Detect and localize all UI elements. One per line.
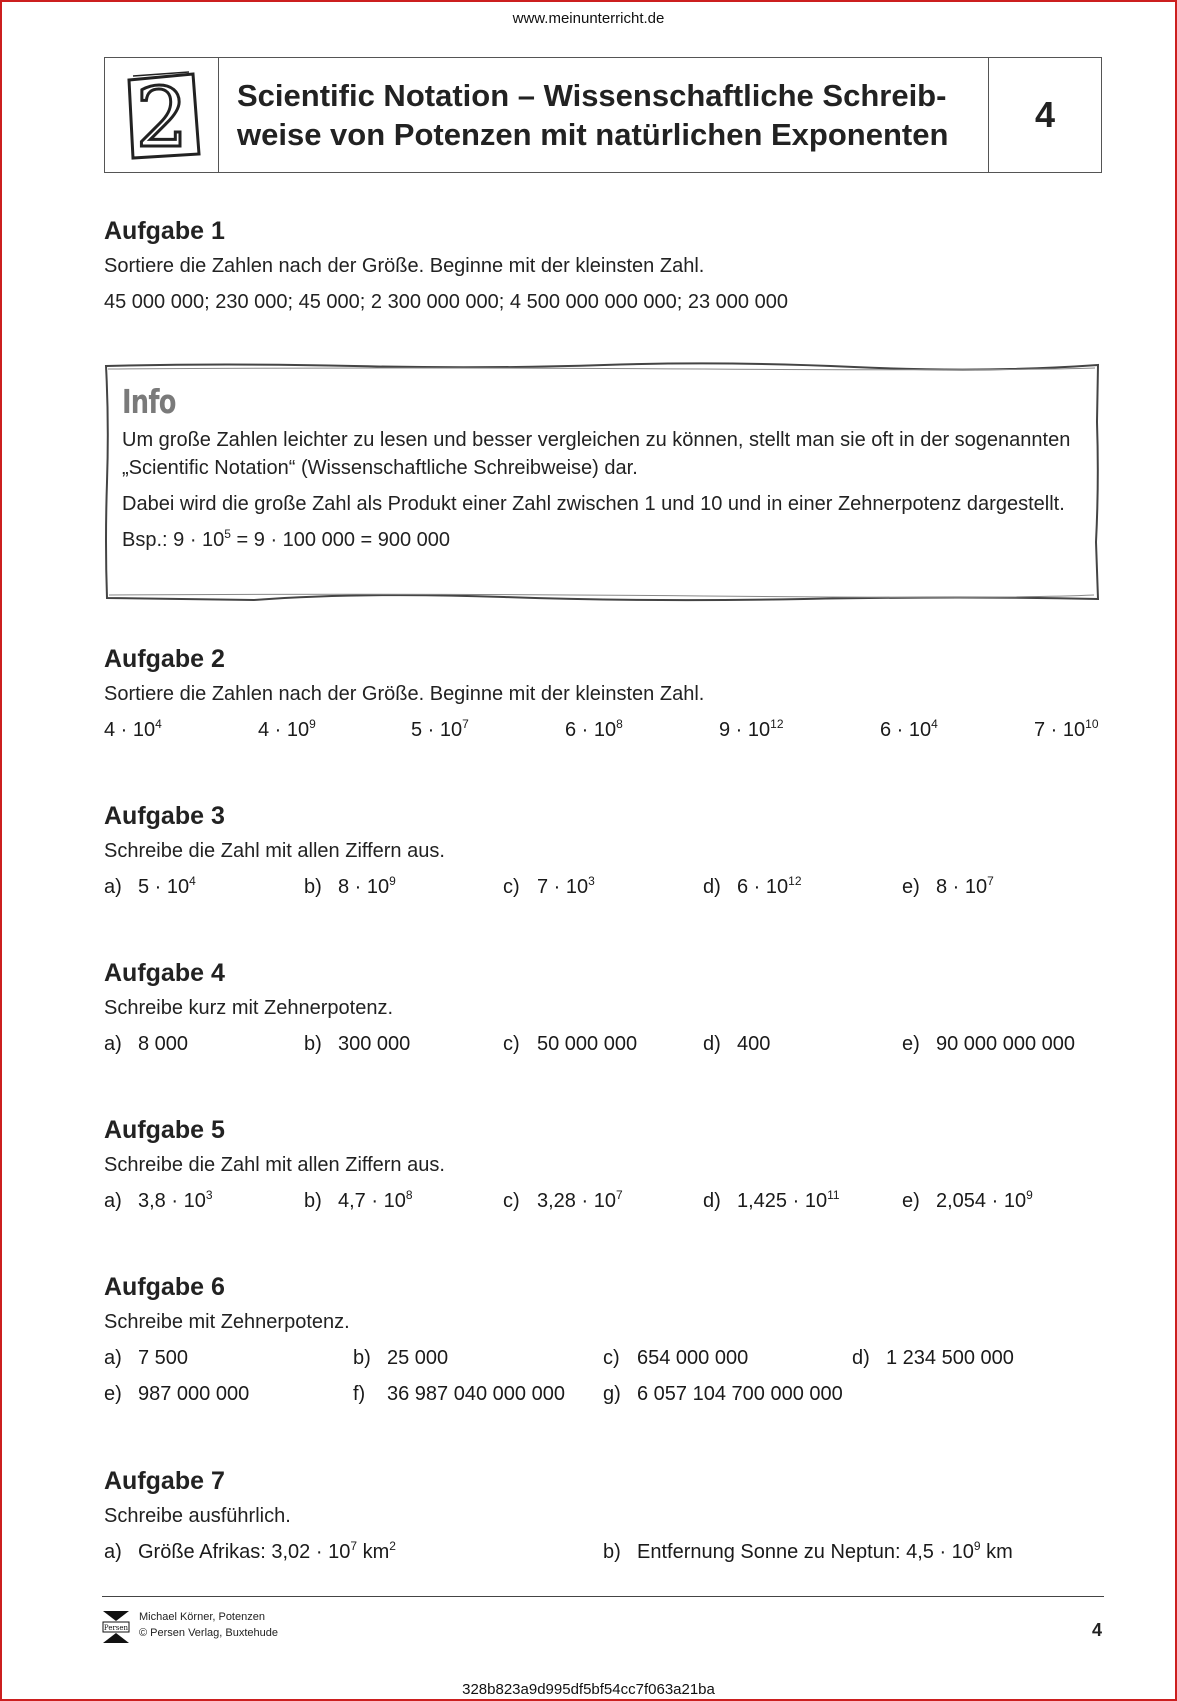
worksheet-header [104,57,1102,173]
task-item-g: g) 6 057 104 700 000 000 [603,1383,843,1405]
task-1 [104,214,1104,320]
task-items-row [104,869,1104,905]
task-instruction: Schreibe die Zahl mit allen Ziffern aus. [104,1154,445,1176]
task-items-row [104,1183,1104,1219]
task-5 [104,1113,1104,1219]
task-item-f: f) 36 987 040 000 000 [353,1383,565,1405]
task-item-e: e) $8 \cdot 10^7$ [902,874,994,898]
task-instruction: Sortiere die Zahlen nach der Größe. Beginne mit der kleinsten Zahl. [104,255,705,277]
footer-page-number: 4 [1092,1620,1103,1640]
task-item-a: a) $5 \cdot 10^4$ [104,874,196,898]
chapter-number: 2 [135,71,188,164]
info-paragraph-2: Dabei wird die große Zahl als Produkt einer Zahl zwischen 1 und 10 und in einer Zehnerpotenz dargestellt. [122,493,1065,515]
task-items-row [104,1026,1104,1062]
header-page-number: 4 [988,58,1101,172]
power-item: $9 \cdot 10^{12}$ [719,717,784,741]
task-item-c: c) $7 \cdot 10^3$ [503,874,595,898]
task-item-e: e) 987 000 000 [104,1383,250,1405]
power-item: $6 \cdot 10^8$ [565,717,623,741]
power-item: $4 \cdot 10^4$ [104,717,162,741]
task-3 [104,799,1104,905]
info-paragraph-1: Um große Zahlen leichter zu lesen und besser vergleichen zu können, stellt man sie oft in der sogenannten „Scientific Notation“ (Wissenschaftliche Schreibweise) dar. [122,429,1071,479]
task-item-b: b) $8 \cdot 10^9$ [304,874,396,898]
task-heading: Aufgabe 2 [104,645,225,673]
task-item-b: b) $4,7 \cdot 10^8$ [304,1188,413,1212]
task-heading: Aufgabe 6 [104,1273,225,1301]
task-items-row-1 [104,1340,1104,1376]
task-item-d: d) $6 \cdot 10^{12}$ [703,874,802,898]
task-item-d: d) 1 234 500 000 [852,1347,1014,1369]
task-item-b: b) Entfernung Sonne zu Neptun: $4,5 \cdot 10^9$ km [603,1539,1013,1563]
title-line-2: weise von Potenzen mit natürlichen Exponenten [237,117,949,152]
task-instruction: Schreibe die Zahl mit allen Ziffern aus. [104,840,445,862]
task-items-row [104,1534,1104,1570]
footer-divider [102,1596,1104,1597]
task-4 [104,956,1104,1062]
task-item-c: c) 654 000 000 [603,1347,749,1369]
publisher-logo [102,1610,130,1644]
task-item-d: d) $1,425 \cdot 10^{11}$ [703,1188,840,1212]
task-6 [104,1270,1104,1412]
task-item-c: c) $3,28 \cdot 10^7$ [503,1188,623,1212]
task-item-b: b) 25 000 [353,1347,449,1369]
task-numbers: 45 000 000; 230 000; 45 000; 2 300 000 000; 4 500 000 000 000; 23 000 000 [104,291,788,313]
task-heading: Aufgabe 7 [104,1467,225,1495]
task-instruction: Sortiere die Zahlen nach der Größe. Beginne mit der kleinsten Zahl. [104,683,705,705]
svg-text:Persen: Persen [103,1624,129,1632]
task-item-e: e) 90 000 000 000 [902,1033,1076,1055]
site-url[interactable]: www.meinunterricht.de [512,10,665,27]
info-content [122,382,1082,562]
info-title: Info [122,382,176,421]
chapter-number-badge [119,66,205,164]
task-heading: Aufgabe 4 [104,959,225,987]
task-item-d: d) 400 [703,1033,771,1055]
info-example: Bsp.: $9 \cdot 10^5 = 9 \cdot 100$ 000 = 900 000 [122,527,451,551]
task-item-a: a) 8 000 [104,1033,189,1055]
chapter-number-box [105,58,219,172]
task-2 [104,642,1104,748]
task-instruction: Schreibe kurz mit Zehnerpotenz. [104,997,394,1019]
power-item: $4 \cdot 10^9$ [258,717,316,741]
task-item-a: a) Größe Afrikas: $3,02 \cdot 10^7$ $km^2$ [104,1539,396,1563]
power-item: $7 \cdot 10^{10}$ [1034,717,1099,741]
page-title [219,58,988,172]
power-item: $6 \cdot 10^4$ [880,717,938,741]
footer-author-line-2: © Persen Verlag, Buxtehude [139,1627,278,1639]
task-heading: Aufgabe 3 [104,802,225,830]
info-box [104,362,1100,602]
task-items-row-2 [104,1376,1104,1412]
task-item-a: a) $3,8 \cdot 10^3$ [104,1188,213,1212]
task-7 [104,1464,1104,1570]
footer-author-line-1: Michael Körner, Potenzen [139,1611,265,1623]
task-item-e: e) $2,054 \cdot 10^9$ [902,1188,1033,1212]
document-hash: 328b823a9d995df5bf54cc7f063a21ba [462,1681,715,1698]
task-heading: Aufgabe 1 [104,217,225,245]
power-item: $5 \cdot 10^7$ [411,717,469,741]
task-items-row [104,712,1104,748]
task-item-a: a) 7 500 [104,1347,189,1369]
task-heading: Aufgabe 5 [104,1116,225,1144]
task-instruction: Schreibe ausführlich. [104,1505,291,1527]
footer-author [139,1609,278,1641]
title-line-1: Scientific Notation – Wissenschaftliche Schreib- [237,78,947,113]
task-item-c: c) 50 000 000 [503,1033,638,1055]
task-item-b: b) 300 000 [304,1033,411,1055]
task-instruction: Schreibe mit Zehnerpotenz. [104,1311,350,1333]
